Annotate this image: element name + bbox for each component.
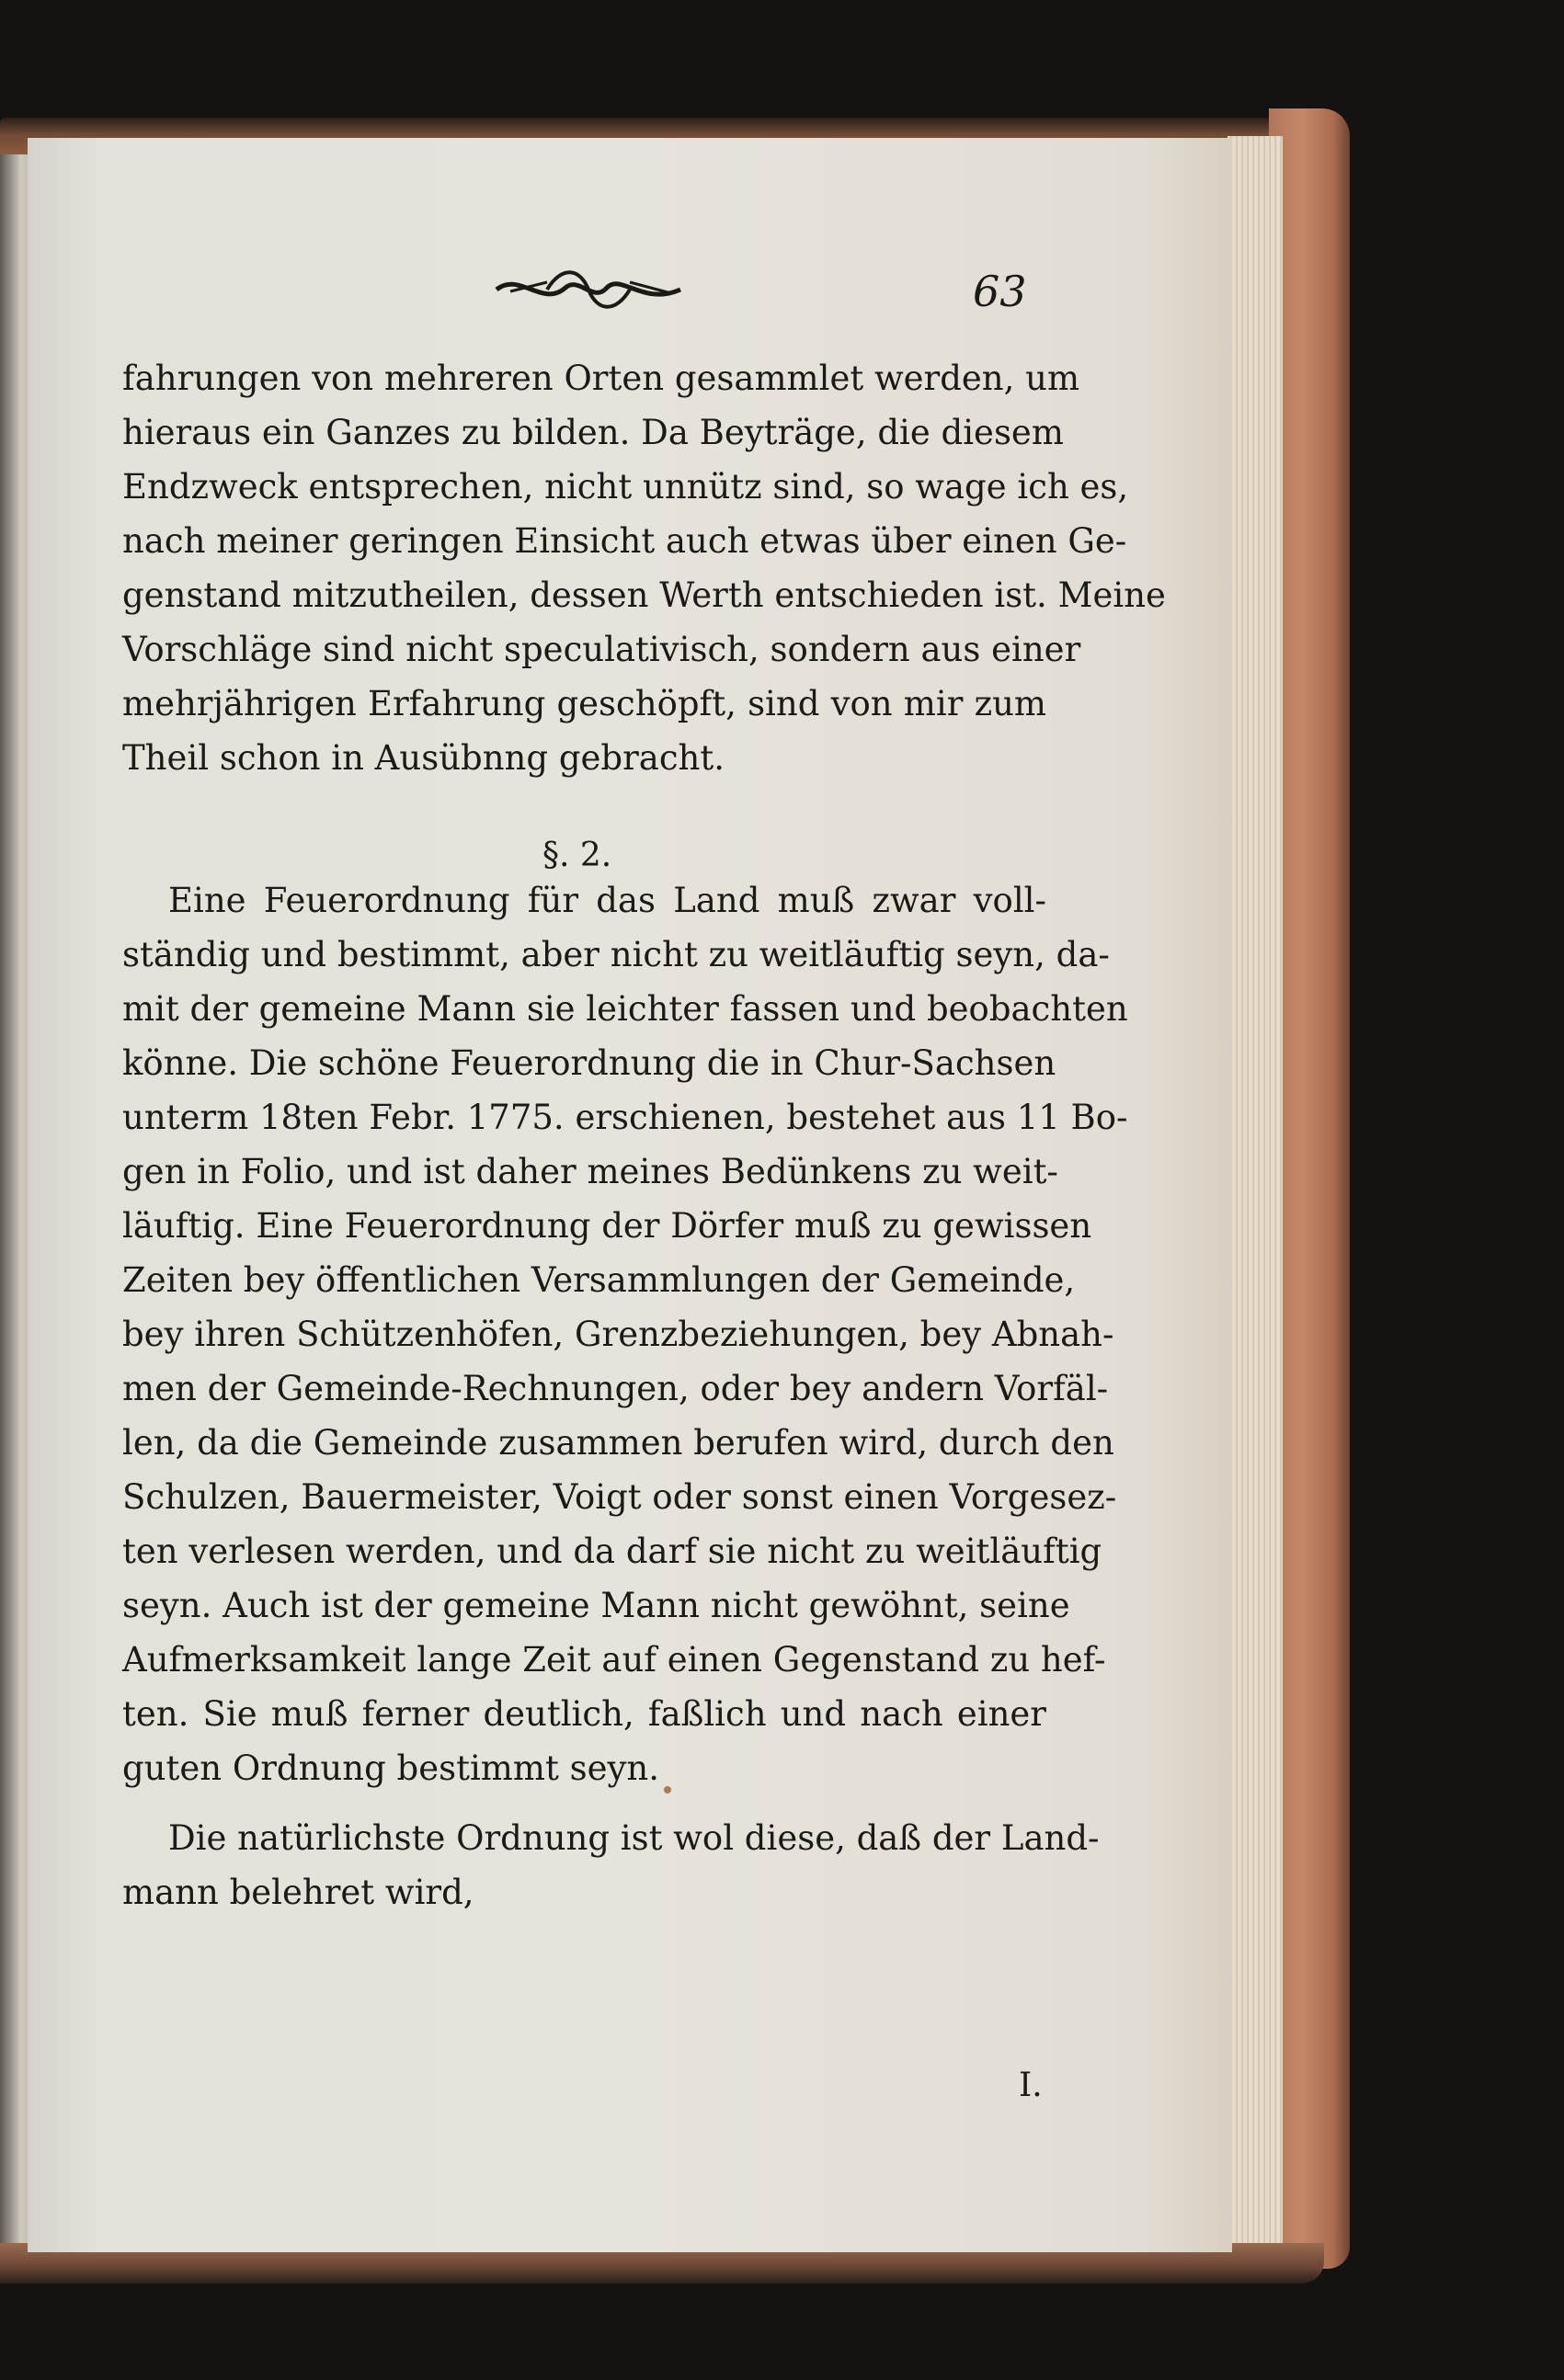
ornament-icon — [492, 262, 685, 317]
text-line: Die natürlichste Ordnung ist wol diese, daß der Land- — [168, 1818, 1100, 1858]
text-line: läuftig. Eine Feuerordnung der Dörfer muß zu gewissen — [122, 1206, 1092, 1246]
text-line: nach meiner geringen Einsicht auch etwas über einen Ge- — [122, 521, 1127, 561]
text-line: ten. Sie muß ferner deutlich, faßlich und nach einer — [122, 1694, 1046, 1734]
text-line: guten Ordnung bestimmt seyn. — [122, 1748, 659, 1788]
page-edges — [1227, 136, 1283, 2250]
book-page — [28, 138, 1232, 2252]
text-line: Theil schon in Ausübnng gebracht. — [122, 738, 725, 778]
text-line: unterm 18ten Febr. 1775. erschienen, bestehet aus 11 Bo- — [122, 1098, 1128, 1137]
text-line: Schulzen, Bauermeister, Voigt oder sonst einen Vorgesez- — [122, 1477, 1117, 1517]
text-line: mann belehret wird, — [122, 1873, 474, 1912]
text-line: genstand mitzutheilen, dessen Werth entschieden ist. Meine — [122, 575, 1166, 615]
text-line: fahrungen von mehreren Orten gesammlet werden, um — [122, 359, 1080, 398]
catchword: I. — [1019, 2067, 1043, 2104]
text-line: könne. Die schöne Feuerordnung die in Chur-Sachsen — [122, 1043, 1056, 1083]
text-line: Aufmerksamkeit lange Zeit auf einen Gegenstand zu hef- — [122, 1640, 1106, 1680]
text-line: ten verlesen werden, und da darf sie nicht zu weitläuftig — [122, 1532, 1102, 1571]
paragraph-2 — [122, 873, 1128, 1795]
text-line: mehrjährigen Erfahrung geschöpft, sind von mir zum — [122, 684, 1046, 723]
text-line: Endzweck entsprechen, nicht unnütz sind, so wage ich es, — [122, 467, 1129, 507]
text-line: Zeiten bey öffentlichen Versammlungen der Gemeinde, — [122, 1260, 1076, 1300]
page-number: 63 — [973, 267, 1027, 316]
text-line: men der Gemeinde-Rechnungen, oder bey andern Vorfäl- — [122, 1369, 1109, 1408]
text-line: gen in Folio, und ist daher meines Bedünkens zu weit- — [122, 1152, 1058, 1191]
text-line: seyn. Auch ist der gemeine Mann nicht gewöhnt, seine — [122, 1586, 1070, 1625]
text-line: len, da die Gemeinde zusammen berufen wird, durch den — [122, 1423, 1114, 1463]
ink-spot — [664, 1786, 671, 1794]
text-line: Vorschläge sind nicht speculativisch, sondern aus einer — [122, 630, 1081, 669]
text-line: hieraus ein Ganzes zu bilden. Da Beyträge, die diesem — [122, 413, 1064, 452]
text-line: mit der gemeine Mann sie leichter fassen und beobachten — [122, 989, 1128, 1029]
section-heading: §. 2. — [542, 837, 612, 874]
text-line: ständig und bestimmt, aber nicht zu weitläuftig seyn, da- — [122, 935, 1110, 974]
paragraph-3 — [122, 1811, 1100, 1919]
text-line: Eine Feuerordnung für das Land muß zwar voll- — [168, 881, 1046, 920]
paragraph-1 — [122, 351, 1166, 785]
text-line: bey ihren Schützenhöfen, Grenzbeziehungen, bey Abnah- — [122, 1315, 1114, 1354]
